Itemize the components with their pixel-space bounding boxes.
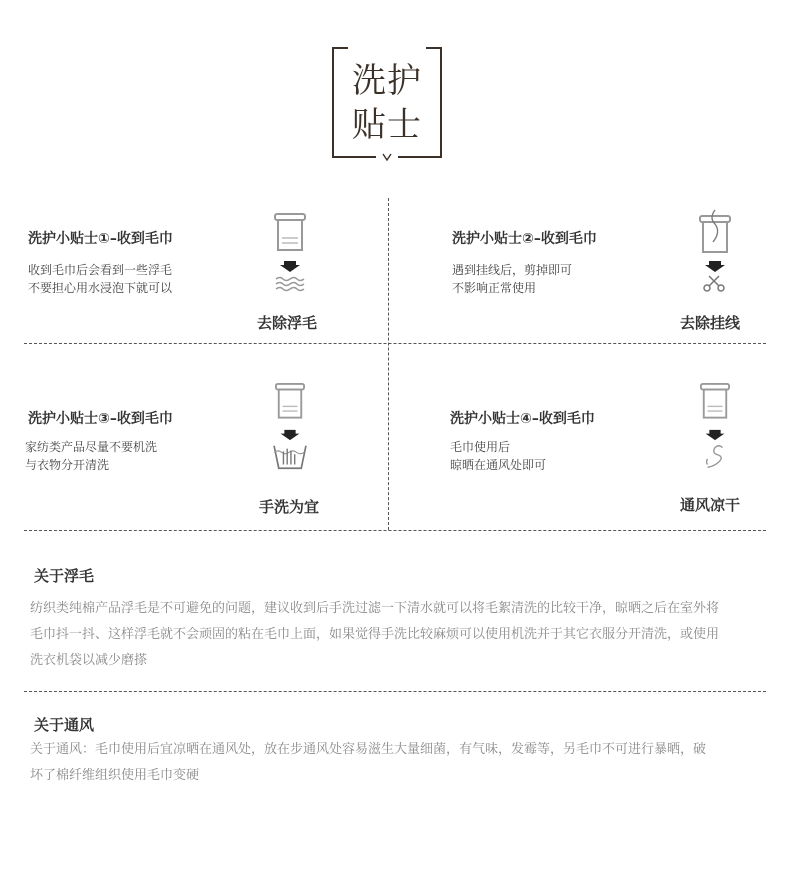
page-title (350, 59, 424, 147)
section-ventilation-line-1: 关于通风：毛巾使用后宜凉晒在通风处，放在步通风处容易滋生大量细菌，有气味，发霉等，另毛巾不可进行暴晒，破 (30, 742, 707, 757)
frame-top-right (426, 47, 442, 49)
frame-bottom-left (332, 156, 376, 158)
tip-2-desc-2: 不影响正常使用 (452, 281, 537, 295)
towel-hand-wash-icon (268, 382, 312, 472)
tip-2-desc-1: 遇到挂线后，剪掉即可 (452, 263, 573, 277)
tip-3-title: 洗护小贴士③–收到毛巾 (28, 411, 173, 427)
towel-remove-lint-icon (268, 212, 312, 302)
tip-3-caption: 手洗为宜 (259, 498, 320, 516)
section-lint-line-1: 纺织类纯棉产品浮毛是不可避免的问题，建议收到后手洗过滤一下清水就可以将毛絮清洗的比较干净，晾晒之后在室外将 (30, 601, 720, 616)
grid-vertical-divider (388, 198, 389, 530)
tip-1-title: 洗护小贴士①–收到毛巾 (28, 231, 173, 247)
section-lint-paragraph (30, 596, 770, 674)
header-frame (332, 47, 442, 158)
tip-1-desc-2: 不要担心用水浸泡下就可以 (28, 281, 173, 295)
section-ventilation-paragraph (30, 737, 770, 789)
tip-4-desc-2: 晾晒在通风处即可 (450, 458, 547, 472)
frame-top-left (332, 47, 348, 49)
title-line-1: 洗护 (352, 61, 422, 101)
tip-3-desc-1: 家纺类产品尽量不要机洗 (25, 440, 158, 454)
chevron-down-icon (382, 152, 392, 162)
section-lint-line-2: 毛巾抖一抖、这样浮毛就不会顽固的粘在毛巾上面，如果觉得手洗比较麻烦可以使用机洗并于其它衣服分开清洗，或使用 (30, 627, 720, 642)
tip-4-caption: 通风凉干 (680, 496, 741, 514)
frame-left-border (332, 47, 334, 158)
towel-remove-thread-icon (693, 208, 737, 298)
frame-right-border (440, 47, 442, 158)
grid-bottom-divider (24, 530, 766, 531)
tip-2-caption: 去除挂线 (680, 314, 741, 332)
section-ventilation-heading: 关于通风 (34, 716, 95, 734)
section-lint-heading: 关于浮毛 (34, 567, 95, 585)
title-line-2: 贴士 (352, 105, 422, 145)
towel-air-dry-icon (693, 382, 737, 472)
tip-1-desc-1: 收到毛巾后会看到一些浮毛 (28, 263, 173, 277)
grid-middle-divider (24, 343, 766, 344)
tip-4-title: 洗护小贴士④–收到毛巾 (450, 411, 595, 427)
frame-bottom-right (398, 156, 442, 158)
tip-2-title: 洗护小贴士②–收到毛巾 (452, 231, 597, 247)
tip-4-desc-1: 毛巾使用后 (450, 440, 511, 454)
section-lint-line-3: 洗衣机袋以减少磨搽 (30, 653, 148, 668)
section-divider (24, 691, 766, 692)
tip-1-caption: 去除浮毛 (257, 314, 318, 332)
tip-3-desc-2: 与衣物分开清洗 (25, 458, 110, 472)
section-ventilation-line-2: 坏了棉纤维组织使用毛巾变硬 (30, 768, 200, 783)
